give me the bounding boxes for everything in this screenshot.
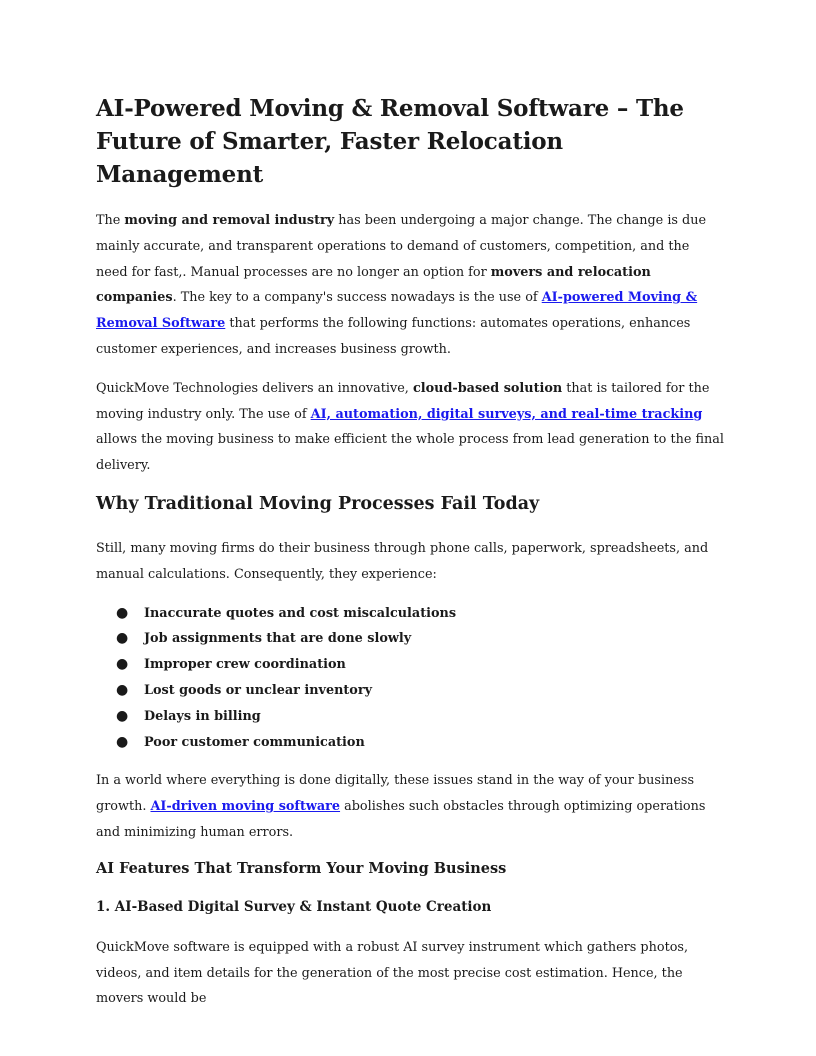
list-item — [96, 601, 724, 627]
text-run: . The key to a company's success nowadays is the use of — [172, 290, 542, 306]
page-title: AI-Powered Moving & Removal Software – The Future of Smarter, Faster Relocation Management — [96, 95, 684, 188]
section1-paragraph-1: Still, many moving firms do their business through phone calls, paperwork, spreadsheets, and manual calculations. Consequently, they experience: — [96, 540, 709, 582]
text-run: that performs the following functions: automates operations, enhances customer experiences, and increases business growth. — [96, 316, 691, 357]
bullet-icon: ● — [116, 707, 129, 724]
section-heading-ai-features: AI Features That Transform Your Moving Business — [96, 859, 507, 877]
bullet-icon: ● — [116, 656, 129, 673]
list-item-text: Job assignments that are done slowly — [144, 631, 412, 647]
text-run: allows the moving business to make efficient the whole process from lead generation to the final delivery. — [96, 432, 724, 474]
list-item — [96, 678, 724, 704]
section-heading-traditional: Why Traditional Moving Processes Fail Today — [96, 493, 540, 514]
bold-text: cloud-based solution — [412, 380, 563, 396]
text-run: has been undergoing a major change. The change is due mainly accurate, and transparent operations to demand of customers, competition, and the need for fast,. Manual processes are no longer an option for — [96, 213, 707, 280]
bold-text: movers and relocation companies — [96, 264, 651, 306]
text-run: In a world where everything is done digitally, these issues stand in the way of your business growth. — [96, 773, 695, 815]
intro-paragraph-1 — [96, 208, 724, 363]
issues-list — [96, 601, 724, 756]
list-item-text: Inaccurate quotes and cost miscalculations — [144, 605, 457, 621]
link-ai-powered-software[interactable]: AI-powered Moving & Removal Software — [96, 290, 698, 332]
list-item — [96, 704, 724, 730]
document-page — [96, 92, 724, 1025]
link-ai-automation[interactable]: AI, automation, digital surveys, and real-time tracking — [310, 406, 703, 422]
list-item-text: Delays in billing — [144, 708, 261, 724]
list-item-text: Improper crew coordination — [144, 657, 346, 673]
subsection-heading-digital-survey: 1. AI-Based Digital Survey & Instant Quote Creation — [96, 898, 492, 915]
text-run: QuickMove Technologies delivers an innovative, — [96, 380, 413, 396]
bullet-icon: ● — [116, 733, 129, 750]
list-item — [96, 652, 724, 678]
list-item — [96, 730, 724, 756]
text-run: that is tailored for the moving industry only. The use of — [96, 380, 710, 422]
bullet-icon: ● — [116, 630, 129, 647]
text-run: The — [96, 213, 125, 228]
list-item-text: Lost goods or unclear inventory — [144, 682, 373, 698]
list-item — [96, 626, 724, 652]
subsection-paragraph: QuickMove software is equipped with a robust AI survey instrument which gathers photos, videos, and item details for the generation of the most precise cost estimation. Hence, the movers would be — [96, 939, 689, 1007]
intro-paragraph-2 — [96, 376, 724, 479]
bold-text: moving and removal industry — [124, 213, 335, 228]
text-run: abolishes such obstacles through optimizing operations and minimizing human errors. — [96, 799, 706, 840]
section1-paragraph-2 — [96, 768, 724, 845]
bullet-icon: ● — [116, 681, 129, 698]
list-item-text: Poor customer communication — [144, 734, 365, 750]
bullet-icon: ● — [116, 604, 129, 621]
link-ai-driven-software[interactable]: AI-driven moving software — [150, 799, 341, 815]
